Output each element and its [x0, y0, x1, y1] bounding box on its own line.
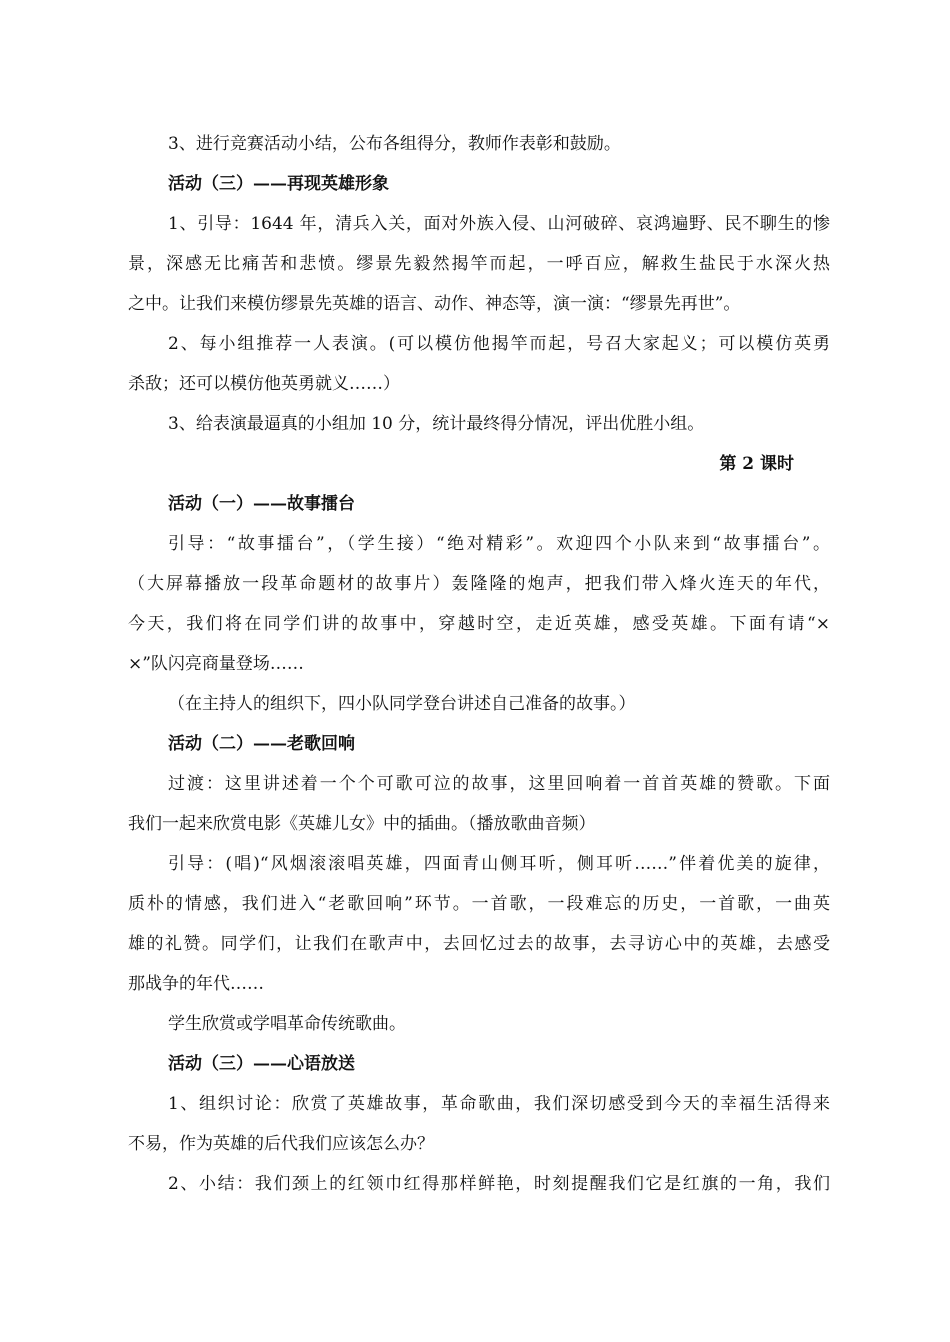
section-heading: 活动（三）——心语放送 — [168, 1054, 355, 1074]
document-body — [128, 124, 830, 1204]
section-heading: 活动（三）——再现英雄形象 — [168, 174, 389, 194]
section-heading: 活动（一）——故事擂台 — [168, 494, 355, 514]
text-line: 之中。让我们来模仿缪景先英雄的语言、动作、神态等，演一演：“缪景先再世”。 — [128, 294, 741, 314]
text-line: 引导：(唱)“风烟滚滚唱英雄，四面青山侧耳听，侧耳听……”伴着优美的旋律， — [168, 854, 830, 874]
text-line: 杀敌；还可以模仿他英勇就义……） — [128, 374, 400, 394]
text-line: 那战争的年代…… — [128, 974, 264, 994]
lesson-heading: 第 2 课时 — [719, 454, 794, 474]
text-line: 景，深感无比痛苦和悲愤。缪景先毅然揭竿而起，一呼百应，解救生盐民于水深火热 — [128, 254, 830, 274]
text-line: 3、给表演最逼真的小组加 10 分，统计最终得分情况，评出优胜小组。 — [168, 414, 705, 434]
text-line: （大屏幕播放一段革命题材的故事片）轰隆隆的炮声，把我们带入烽火连天的年代， — [128, 574, 830, 594]
text-line: 不易，作为英雄的后代我们应该怎么办？ — [128, 1134, 434, 1154]
text-line: 学生欣赏或学唱革命传统歌曲。 — [168, 1014, 406, 1034]
section-heading: 活动（二）——老歌回响 — [168, 734, 355, 754]
text-line: 3、进行竞赛活动小结，公布各组得分，教师作表彰和鼓励。 — [168, 134, 621, 154]
text-line: 引导：“故事擂台”，（学生接）“绝对精彩”。欢迎四个小队来到“故事擂台”。 — [168, 534, 830, 554]
text-line: ×”队闪亮商量登场…… — [128, 654, 304, 674]
text-line: 2、每小组推荐一人表演。(可以模仿他揭竿而起，号召大家起义；可以模仿英勇 — [168, 334, 830, 354]
text-line: 今天，我们将在同学们讲的故事中，穿越时空，走近英雄，感受英雄。下面有请“× — [128, 614, 830, 634]
text-line: 1、组织讨论：欣赏了英雄故事，革命歌曲，我们深切感受到今天的幸福生活得来 — [168, 1094, 830, 1114]
text-line: 我们一起来欣赏电影《英雄儿女》中的插曲。（播放歌曲音频） — [128, 814, 596, 834]
text-line: 1、引导：1644 年，清兵入关，面对外族入侵、山河破碎、哀鸿遍野、民不聊生的惨 — [168, 214, 830, 234]
text-line: 过渡：这里讲述着一个个可歌可泣的故事，这里回响着一首首英雄的赞歌。下面 — [168, 774, 830, 794]
text-line: 雄的礼赞。同学们，让我们在歌声中，去回忆过去的故事，去寻访心中的英雄，去感受 — [128, 934, 830, 954]
text-line: 2、小结：我们颈上的红领巾红得那样鲜艳，时刻提醒我们它是红旗的一角，我们 — [168, 1174, 830, 1194]
text-line: 质朴的情感，我们进入“老歌回响”环节。一首歌，一段难忘的历史，一首歌，一曲英 — [128, 894, 830, 914]
text-line: （在主持人的组织下，四小队同学登台讲述自己准备的故事。） — [168, 694, 636, 714]
